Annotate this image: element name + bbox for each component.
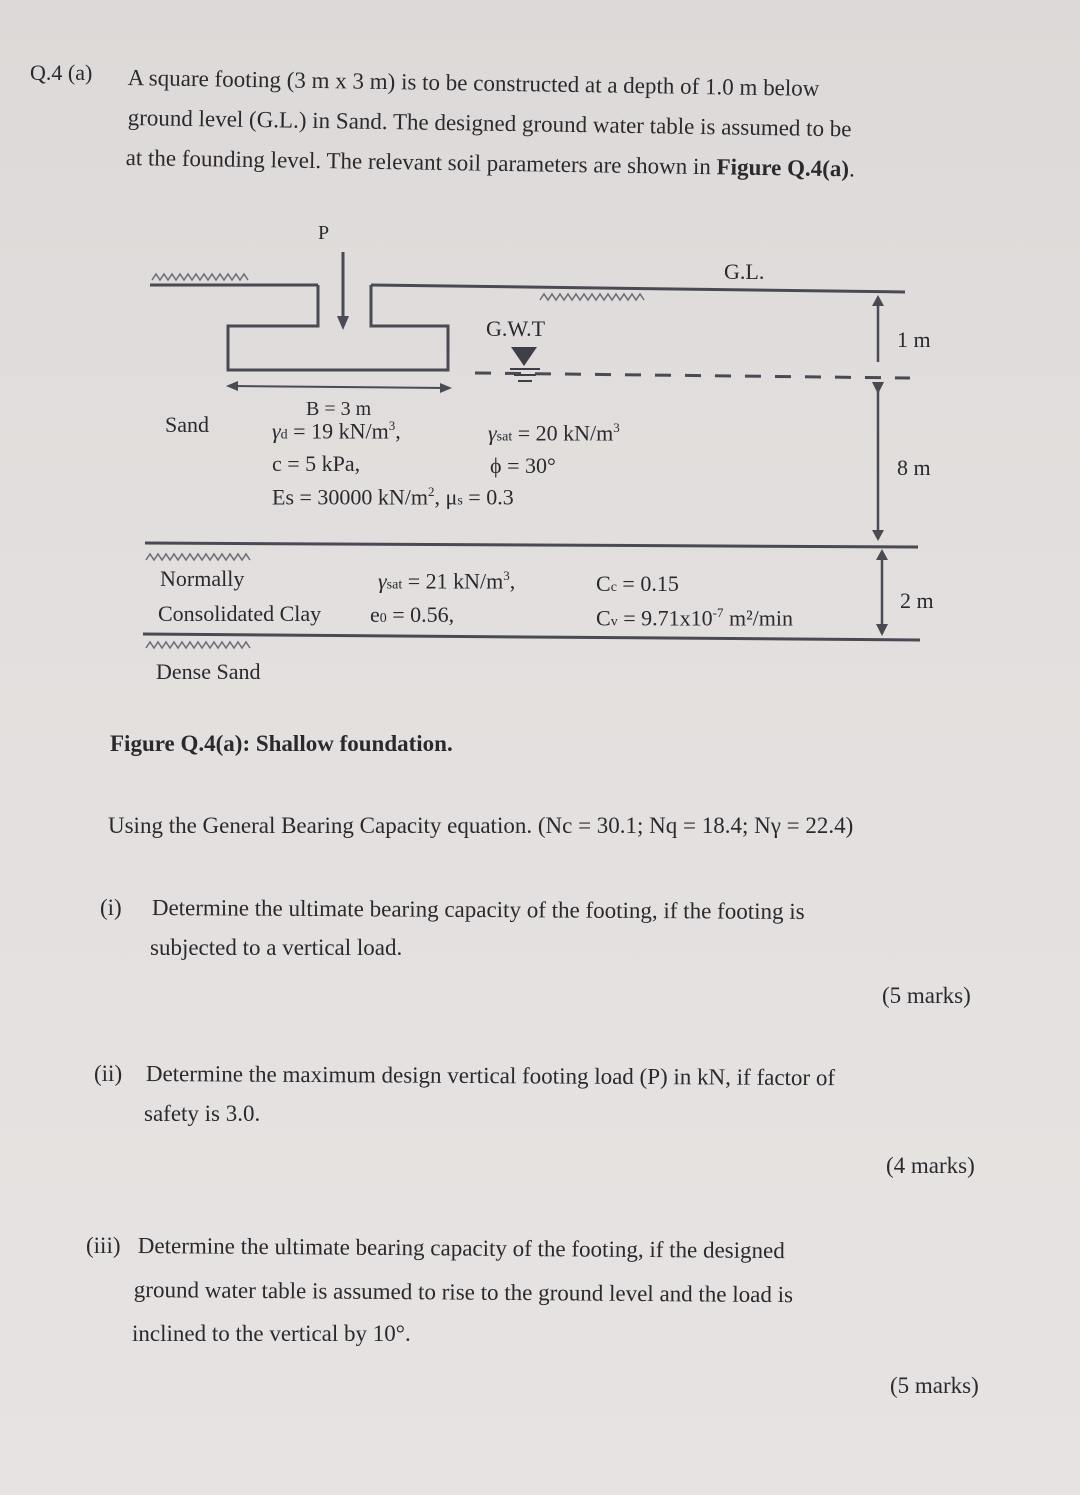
figure-ref: Figure Q.4(a) xyxy=(716,154,850,182)
clay-name-line1: Normally xyxy=(160,566,245,591)
water-table-icon xyxy=(510,347,540,381)
part-iii-line-2: ground water table is assumed to rise to the ground level and the load is xyxy=(133,1276,794,1308)
part-iii-line-3: inclined to the vertical by 10°. xyxy=(132,1321,411,1346)
sand-clay-boundary xyxy=(145,543,918,547)
part-iii-line-1: Determine the ultimate bearing capacity of the footing, if the designed xyxy=(137,1232,785,1264)
sand-cohesion: c = 5 kPa, xyxy=(272,451,361,476)
part-ii-line-1: Determine the maximum design vertical footing load (P) in kN, if factor of xyxy=(145,1060,836,1091)
dense-sand-label: Dense Sand xyxy=(156,659,261,684)
sand-es: Es = 30000 $kN/m^2$, μs = 0.3 xyxy=(272,484,514,510)
load-arrowhead xyxy=(337,316,349,330)
part-ii-marks: (4 marks) xyxy=(886,1153,975,1178)
sand-gamma-d: γd = 19 $kN/m^3$, xyxy=(272,418,401,444)
depth-8m-label: 8 m xyxy=(897,455,931,480)
gwt-label: G.W.T xyxy=(486,316,546,341)
part-iii-marks: (5 marks) xyxy=(890,1373,979,1398)
part-ii-line-2: safety is 3.0. xyxy=(144,1101,261,1126)
part-i-line-2: subjected to a vertical load. xyxy=(150,935,403,960)
sand-phi: ϕ = 30° xyxy=(490,453,556,478)
depth-1m-label: 1 m xyxy=(897,327,931,352)
clay-cc: Cc = 0.15 xyxy=(596,571,679,596)
clay-name-line2: Consolidated Clay xyxy=(158,601,322,626)
depth-dimensions xyxy=(878,302,882,630)
part-i-line-1: Determine the ultimate bearing capacity of the footing, if the footing is xyxy=(151,894,805,924)
depth-2m-label: 2 m xyxy=(900,588,934,613)
figure-caption: Figure Q.4(a): Shallow foundation. xyxy=(110,731,453,756)
ground-line-right xyxy=(371,285,905,292)
part-i-number: (i) xyxy=(100,895,122,920)
load-label: P xyxy=(318,222,330,244)
clay-e0: e0 = 0.56, xyxy=(370,602,455,627)
intro-line-3: at the founding level. The relevant soil parameters are shown in Figure Q.4(a). xyxy=(125,144,856,182)
clay-cv: $Cv = 9.71x10^{-7}$ m²/min xyxy=(596,605,793,631)
gwt-dashed-line xyxy=(475,373,910,378)
intro-line-2: ground level (G.L.) in Sand. The designed ground water table is assumed to be xyxy=(127,104,852,142)
question-number: Q.4 (a) xyxy=(30,60,93,85)
width-dimension xyxy=(232,386,446,388)
sand-label: Sand xyxy=(165,412,209,437)
part-ii-number: (ii) xyxy=(94,1061,123,1086)
width-label: B = 3 m xyxy=(306,398,372,420)
footing-outline xyxy=(228,285,448,370)
part-iii-number: (iii) xyxy=(86,1233,121,1258)
part-i-marks: (5 marks) xyxy=(882,983,971,1008)
sand-gamma-sat: γsat = 20 $kN/m^3$ xyxy=(488,420,620,446)
intro-line-1: A square footing (3 m x 3 m) is to be constructed at a depth of 1.0 m below xyxy=(127,64,820,101)
equation-line: Using the General Bearing Capacity equation. (Nc = 30.1; Nq = 18.4; Nγ = 22.4) xyxy=(108,813,854,838)
clay-gamma-sat: γsat = 21 $kN/m^3$, xyxy=(378,568,516,594)
clay-bottom-boundary xyxy=(143,634,920,640)
gl-label: G.L. xyxy=(724,259,765,284)
